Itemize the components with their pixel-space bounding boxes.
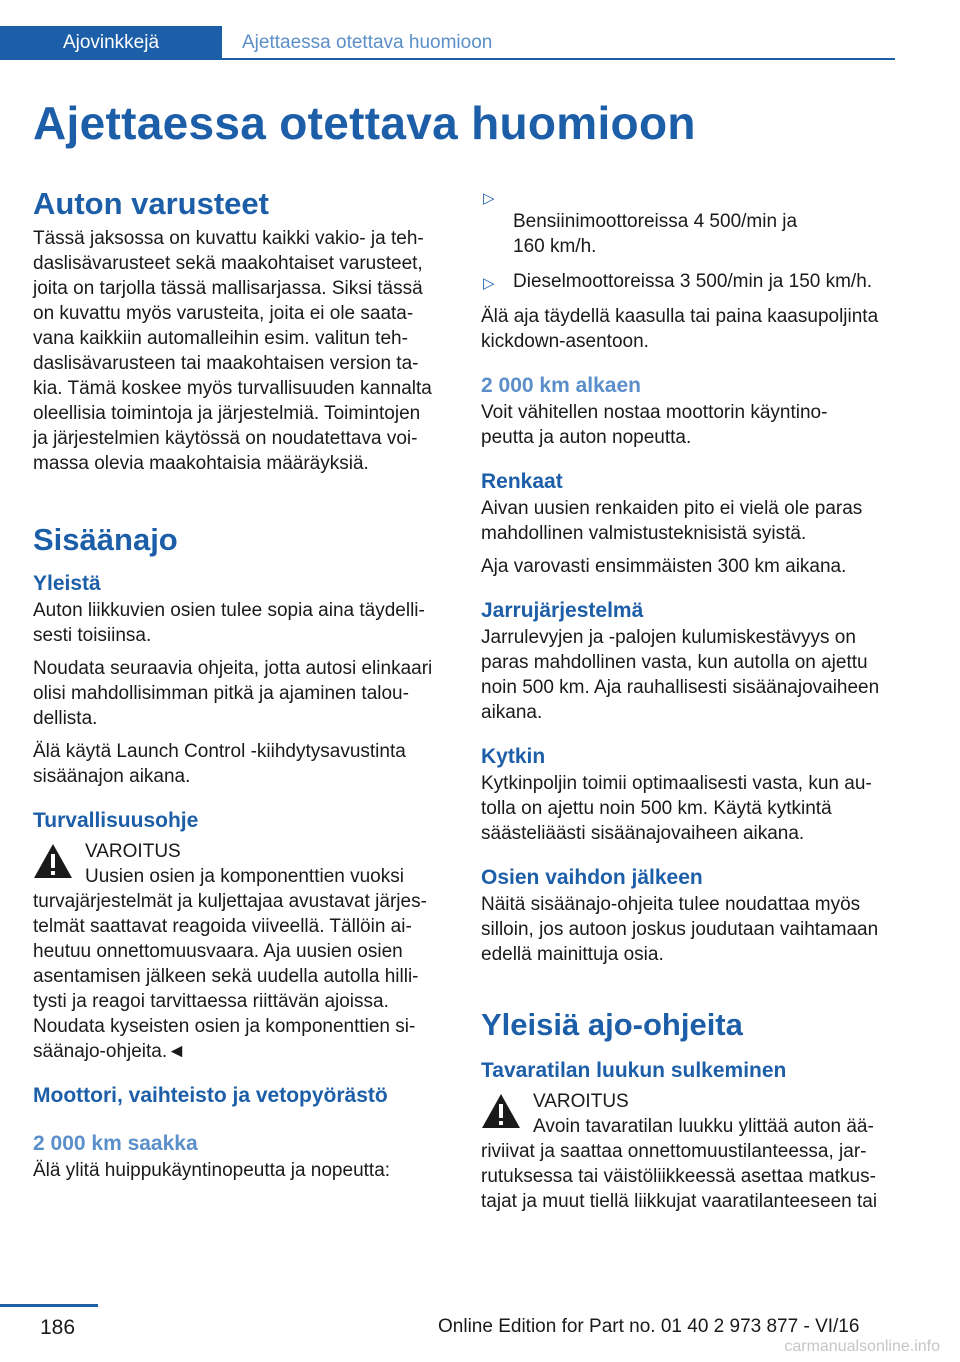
heading-auton-varusteet: Auton varusteet (33, 186, 269, 221)
heading-2000-alkaen: 2 000 km alkaen (481, 374, 641, 397)
warning-block-safety (33, 839, 449, 1064)
heading-2000-saakka: 2 000 km saakka (33, 1132, 198, 1155)
paragraph-kaasu: Älä aja täydellä kaasulla tai paina kaasupoljinta kickdown-asentoon. (481, 306, 879, 352)
paragraph-auton-varusteet: Tässä jaksossa on kuvattu kaikki vakio- ja teh- daslisävarusteet sekä maakohtaiset varusteet, joita on tarjolla tässä mallisarjassa. Siksi tässä on kuvattu myös varusteita, joita ei ole saata- vana kaikkiin automalleihin esim. valitun teh- daslisävarusteen tai maakohtaisen version ta- kia. Tämä koskee myös turvallisuuden kannalta oleellisia toimintoja ja järjestelmiä. Toimintojen ja järjestelmien käytössä on noudatettava voi- massa olevia maakohtaisia määräyksiä. (33, 228, 432, 474)
paragraph-2000-alkaen: Voit vähitellen nostaa moottorin käyntino- peutta ja auton nopeutta. (481, 402, 828, 448)
paragraph-yleista-1: Auton liikkuvien osien tulee sopia aina täydelli- sesti toisiinsa. (33, 600, 425, 646)
paragraph-osien-vaihdon: Näitä sisäänajo-ohjeita tulee noudattaa myös silloin, jos autoon joskus joudutaan vaihtamaan edellä mainittuja osia. (481, 894, 879, 965)
heading-jarrujarjestelma: Jarrujärjestelmä (481, 599, 644, 622)
warning-text: riviivat ja saattaa onnettomuustilanteessa, jar- rutuksessa tai väistöliikkeessä asettaa matkus- tajat ja muut tiellä liikkujat vaaratilanteeseen tai (481, 1141, 878, 1212)
paragraph-yleista-3: Älä käytä Launch Control -kiihdytysavustinta sisäänajon aikana. (33, 741, 406, 787)
section-header-title: Ajettaessa otettava huomioon (242, 32, 493, 53)
heading-sisaanajo: Sisäänajo (33, 522, 178, 557)
list-item: ▷ Dieselmoottoreissa 3 500/min ja 150 km/h. (481, 269, 897, 294)
header-rule (222, 58, 895, 60)
list-item: ▷ Bensiinimoottoreissa 4 500/min ja 160 km/h. (481, 184, 897, 259)
warning-text: turvajärjestelmät ja kuljettajaa avustavat järjes- telmät saattavat reagoida viiveellä. Tällöin ai- heutuu onnettomuusvaara. Aja uusien osien asentamisen jälkeen sekä uudella autolla hilli- tysti ja reagoi tarvittaessa riittävän ajoissa. Noudata kyseisten osien ja komponenttien si- säänajo-ohjeita.◄ (33, 891, 427, 1062)
heading-yleista: Yleistä (33, 572, 101, 595)
triangle-bullet-icon: ▷ (483, 275, 495, 292)
warning-first-line: Uusien osien ja komponenttien vuoksi (85, 866, 404, 887)
edition-note: Online Edition for Part no. 01 40 2 973 877 - VI/16 (438, 1316, 860, 1337)
warning-triangle-icon (33, 843, 73, 879)
heading-yleisia-ajo-ohjeita: Yleisiä ajo-ohjeita (481, 1007, 743, 1042)
running-header (0, 26, 895, 60)
footer-rule (0, 1304, 98, 1307)
heading-tavaratila: Tavaratilan luukun sulkeminen (481, 1059, 787, 1082)
page-number: 186 (40, 1316, 76, 1339)
warning-block-trunk (481, 1089, 897, 1214)
paragraph-kytkin: Kytkinpoljin toimii optimaalisesti vasta, kun au- tolla on ajettu noin 500 km. Käytä kytkintä säästeliäästi sisäänajovaiheen aikana. (481, 773, 872, 844)
right-column (481, 184, 897, 1214)
watermark: carmanualsonline.info (784, 1338, 940, 1355)
warning-triangle-icon (481, 1093, 521, 1129)
triangle-bullet-icon: ▷ (483, 190, 495, 207)
warning-label: VAROITUS (85, 841, 181, 862)
heading-turvallisuusohje: Turvallisuusohje (33, 809, 199, 832)
paragraph-yleista-2: Noudata seuraavia ohjeita, jotta autosi elinkaari olisi mahdollisimman pitkä ja ajaminen talou- dellista. (33, 658, 433, 729)
heading-moottori: Moottori, vaihteisto ja vetopyörästö (33, 1084, 388, 1107)
paragraph-2000-saakka: Älä ylitä huippukäyntinopeutta ja nopeutta: (33, 1160, 391, 1181)
warning-first-line: Avoin tavaratilan luukku ylittää auton ää- (533, 1116, 874, 1137)
heading-osien-vaihdon: Osien vaihdon jälkeen (481, 866, 703, 889)
page-title: Ajettaessa otettava huomioon (33, 97, 696, 149)
paragraph-renkaat-1: Aivan uusien renkaiden pito ei vielä ole paras mahdollinen valmistusteknisistä syistä. (481, 498, 863, 544)
heading-kytkin: Kytkin (481, 745, 546, 768)
heading-renkaat: Renkaat (481, 470, 563, 493)
paragraph-jarrujarjestelma: Jarrulevyjen ja -palojen kulumiskestävyys on paras mahdollinen vasta, kun autolla on ajettu noin 500 km. Aja rauhallisesti sisäänajovaiheen aikana. (481, 627, 880, 723)
paragraph-renkaat-2: Aja varovasti ensimmäisten 300 km aikana. (481, 556, 847, 577)
warning-label: VAROITUS (533, 1091, 629, 1112)
chapter-tab: Ajovinkkejä (0, 26, 222, 60)
left-column (33, 184, 449, 1183)
